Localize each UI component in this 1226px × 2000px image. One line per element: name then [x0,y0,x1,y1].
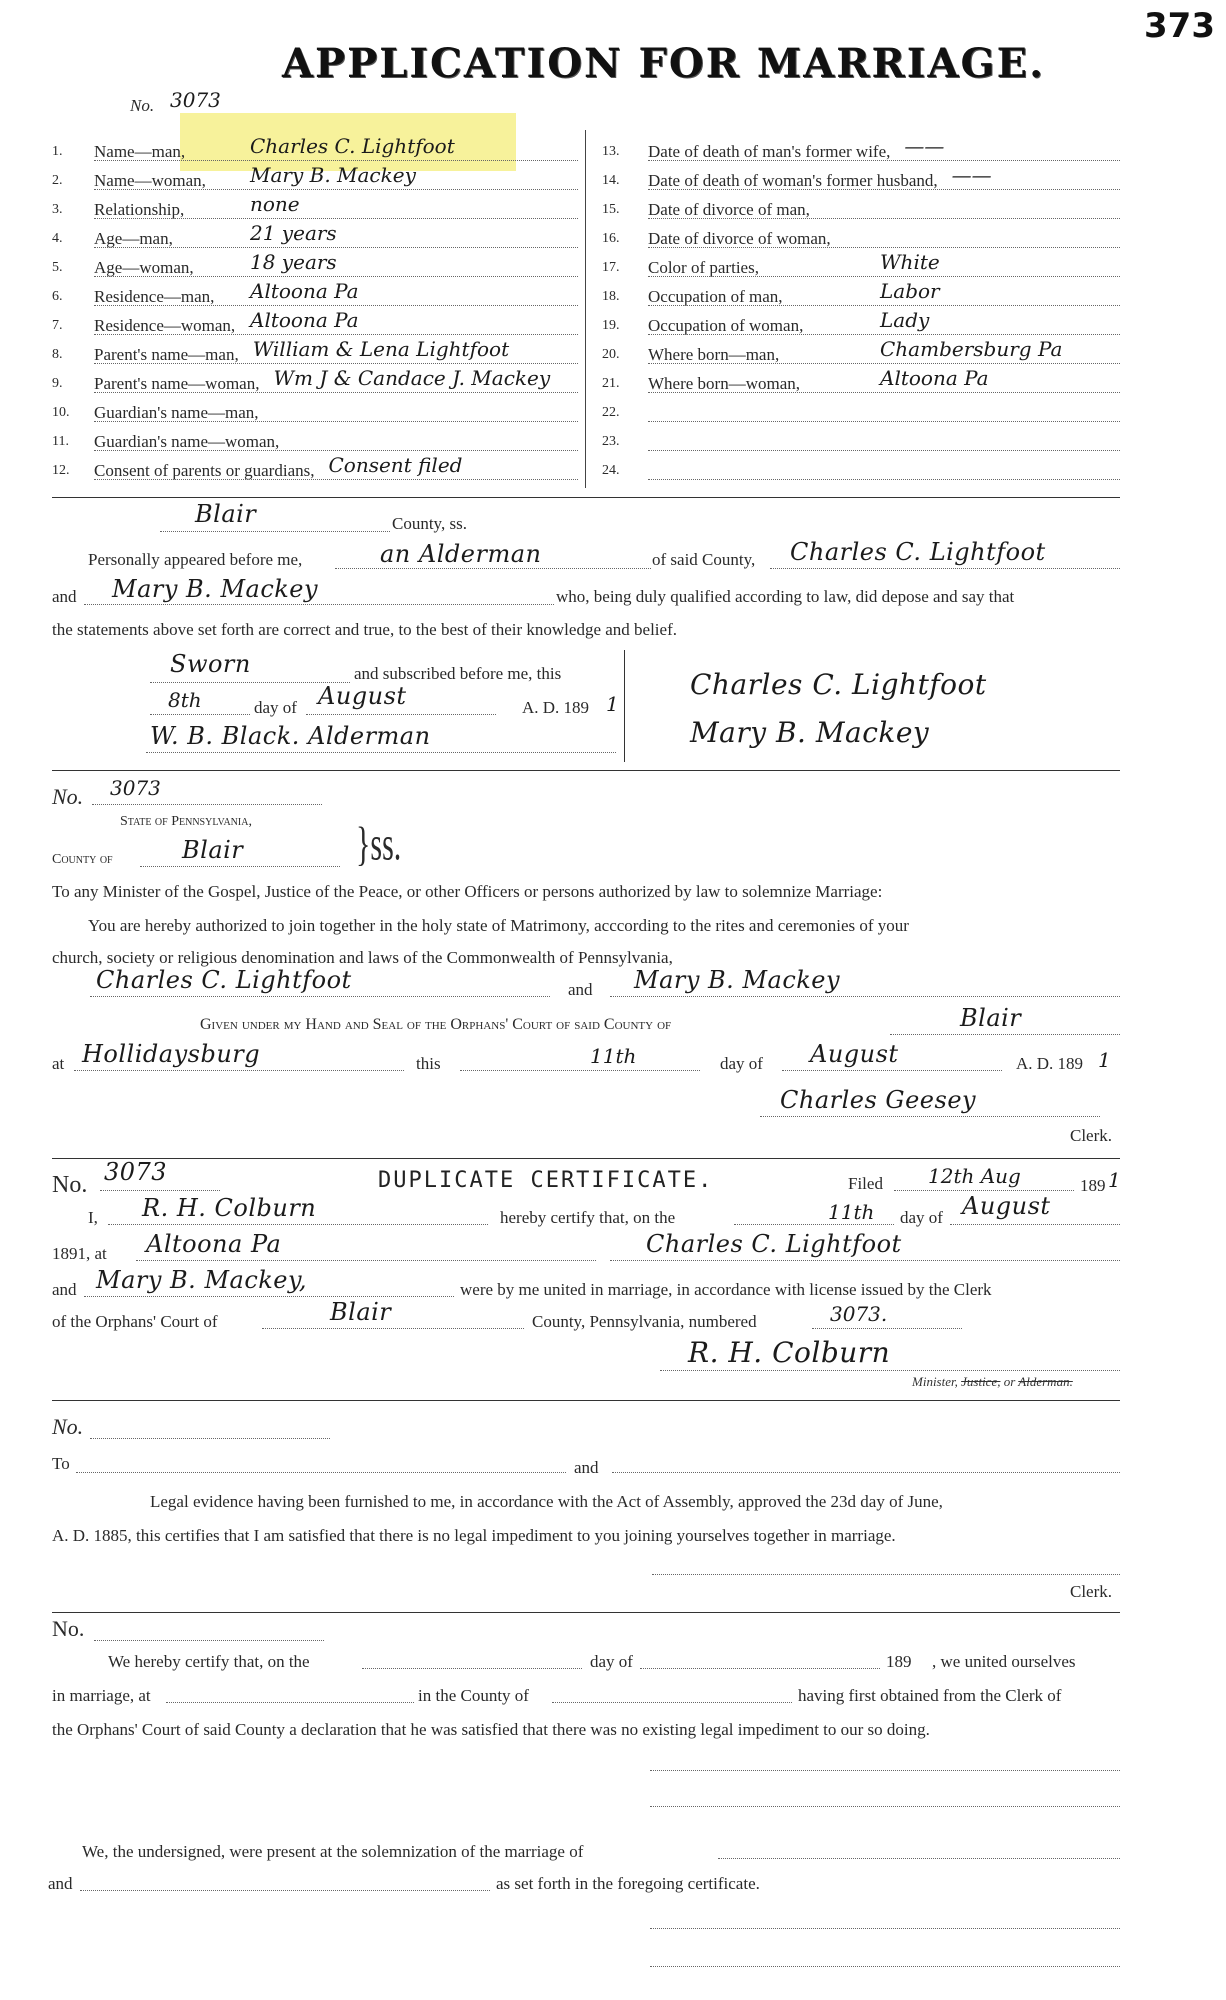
self-in-county: in the County of [418,1686,529,1705]
field-value: Altoona Pa [250,279,359,303]
affidavit-county-label: County, ss. [392,514,467,533]
field-number: 9. [52,376,63,391]
subscribed-text: and subscribed before me, this [354,664,562,683]
license-ad: A. D. 189 [1016,1054,1084,1073]
field-number: 15. [602,202,620,217]
field-value: Wm J & Candace J. Mackey [273,366,551,390]
to-any-text: To any Minister of the Gospel, Justice of the Peace, or other Officers or persons authorized by law to solemnize Marriage: [52,882,883,901]
signature-man: Charles C. Lightfoot [690,668,987,701]
affidavit-bracket [624,650,625,762]
page-title: APPLICATION FOR MARRIAGE. [282,40,1046,87]
filed-value: 12th Aug [928,1164,1021,1188]
field-line [648,305,1120,306]
field-value: Altoona Pa [880,366,989,390]
clerk-signature: Charles Geesey [780,1086,977,1114]
field-line [94,305,578,306]
field-label: Date of death of woman's former husband, [648,171,938,190]
affidavit-ad: A. D. 189 [522,698,590,717]
field-label: Residence—man, [94,287,215,306]
field-line [648,218,1120,219]
field-line [648,421,1120,422]
affidavit-day-of: day of [254,698,297,717]
notice-to: To [52,1454,70,1473]
field-label: Date of death of man's former wife, [648,142,891,161]
field-label: Where born—woman, [648,374,801,393]
affidavit-month: August [318,682,407,710]
field-label: Parent's name—man, [94,345,239,364]
field-line [648,189,1120,190]
ss-bracket: }ss. [356,818,402,871]
officiant-signature: R. H. Colburn [688,1336,891,1369]
affidavit-and: and [52,587,77,606]
field-line [648,392,1120,393]
duplicate-and: and [52,1280,77,1299]
field-line [94,160,578,161]
affidavit-officer: an Alderman [380,540,542,568]
field-label: Parent's name—woman, [94,374,260,393]
field-label: Age—man, [94,229,173,248]
field-label: Date of divorce of woman, [648,229,831,248]
filed-year-digit: 1 [1108,1168,1121,1192]
field-value: 18 years [250,250,337,274]
field-line [648,276,1120,277]
field-label: Relationship, [94,200,185,219]
self-united: , we united ourselves [932,1652,1076,1671]
license-clerk-label: Clerk. [1070,1126,1113,1145]
section-rule-4 [52,1400,1120,1401]
of-county-text: of said County, [652,550,756,569]
field-label: Consent of parents or guardians, [94,461,315,480]
duplicate-i: I, [88,1208,98,1227]
license-county: Blair [182,836,244,864]
filed-label: Filed [848,1174,883,1193]
field-number: 16. [602,231,620,246]
field-label: Guardian's name—man, [94,403,259,422]
affidavit-county: Blair [195,500,257,528]
field-line [648,450,1120,451]
field-line [94,247,578,248]
field-value: Lady [880,308,930,332]
section-rule-2 [52,770,1120,771]
state-label: State of Pennsylvania, [120,814,252,829]
field-value: Mary B. Mackey [250,163,416,187]
self-having: having first obtained from the Clerk of [798,1686,1062,1705]
field-label: Occupation of man, [648,287,783,306]
field-number: 22. [602,405,620,420]
signature-woman: Mary B. Mackey [690,716,930,749]
license-at: at [52,1054,65,1073]
self-day-of: day of [590,1652,633,1671]
field-value: 21 years [250,221,337,245]
field-number: 3. [52,202,63,217]
field-value: Altoona Pa [250,308,359,332]
field-value: Chambersburg Pa [880,337,1063,361]
field-label: Guardian's name—woman, [94,432,280,451]
field-line [94,392,578,393]
authorized-text-2: church, society or religious denomination and laws of the Commonwealth of Pennsylvania, [52,948,673,967]
field-label: Date of divorce of man, [648,200,810,219]
application-no-label: No. [130,96,155,115]
certify-text: hereby certify that, on the [500,1208,676,1227]
field-number: 14. [602,173,620,188]
county-pa-text: County, Pennsylvania, numbered [532,1312,757,1331]
field-label: Age—woman, [94,258,194,277]
duplicate-woman: Mary B. Mackey, [96,1266,308,1294]
united-text: were by me united in marriage, in accordance with license issued by the Clerk [460,1280,992,1299]
self-certify-2a: in marriage, at [52,1686,151,1705]
field-number: 18. [602,289,620,304]
application-divider [585,130,586,488]
field-value: —— [904,134,945,158]
field-line [648,479,1120,480]
field-number: 23. [602,434,620,449]
legal-text-1: Legal evidence having been furnished to me, in accordance with the Act of Assembly, approved the 23d day of June, [150,1492,943,1511]
affidavit-day: 8th [168,688,202,712]
officiant-name: R. H. Colburn [142,1194,317,1222]
license-this: this [416,1054,441,1073]
field-line [648,160,1120,161]
field-number: 10. [52,405,70,420]
filed-year: 189 [1080,1176,1106,1195]
field-number: 4. [52,231,63,246]
field-line [648,247,1120,248]
duplicate-title: DUPLICATE CERTIFICATE. [378,1168,714,1193]
field-value: none [250,192,300,216]
self-certify-3: the Orphans' Court of said County a declaration that he was satisfied that there was no existing legal impediment to our so doing. [52,1720,930,1739]
duplicate-man: Charles C. Lightfoot [646,1230,902,1258]
section-rule-1 [52,497,1120,498]
field-number: 2. [52,173,63,188]
license-place: Hollidaysburg [82,1040,261,1068]
field-number: 11. [52,434,69,449]
field-line [94,479,578,480]
field-line [94,189,578,190]
field-number: 8. [52,347,63,362]
license-month: August [810,1040,899,1068]
field-value: Consent filed [328,453,463,477]
license-man: Charles C. Lightfoot [96,966,352,994]
given-text: Given under my Hand and Seal of the Orphans' Court of said County of [200,1016,672,1033]
affidavit-officer-signature: W. B. Black. Alderman [150,722,431,750]
field-number: 24. [602,463,620,478]
section-rule-5 [52,1612,1120,1613]
sworn-word: Sworn [170,650,251,678]
notice-and: and [574,1458,599,1477]
field-number: 19. [602,318,620,333]
notice-clerk-label: Clerk. [1070,1582,1113,1601]
who-text: who, being duly qualified according to law, did depose and say that [556,587,1015,606]
witness-and: and [48,1874,73,1893]
field-line [94,218,578,219]
field-value: Labor [880,279,940,303]
county-of-label: County of [52,852,113,867]
duplicate-day: 11th [828,1200,875,1224]
duplicate-no-label: No. [52,1172,88,1198]
field-label: Color of parties, [648,258,759,277]
orphans-court-text: of the Orphans' Court of [52,1312,218,1331]
field-line [648,363,1120,364]
field-label: Residence—woman, [94,316,236,335]
field-number: 20. [602,347,620,362]
duplicate-no-value: 3073 [104,1158,168,1186]
field-number: 6. [52,289,63,304]
application-no-value: 3073 [170,88,221,112]
field-number: 7. [52,318,63,333]
statement-text: the statements above set forth are correct and true, to the best of their knowledge and belief. [52,620,677,639]
given-county: Blair [960,1004,1022,1032]
duplicate-year: 1891, at [52,1244,107,1263]
license-woman: Mary B. Mackey [634,966,841,994]
field-line [94,334,578,335]
minister-label: Minister, Justice, or Alderman. [912,1374,1073,1389]
field-value: William & Lena Lightfoot [252,337,510,361]
duplicate-place: Altoona Pa [146,1230,282,1258]
field-number: 12. [52,463,70,478]
license-day-of: day of [720,1054,763,1073]
field-label: Occupation of woman, [648,316,804,335]
duplicate-month: August [962,1192,1051,1220]
license-no-label: No. [52,784,84,809]
authorized-text-1: You are hereby authorized to join together in the holy state of Matrimony, acccording to the rites and ceremonies of your [88,916,909,935]
affidavit-man: Charles C. Lightfoot [790,538,1046,566]
field-number: 13. [602,144,620,159]
field-line [94,450,578,451]
affidavit-woman: Mary B. Mackey [112,575,319,603]
field-label: Where born—man, [648,345,780,364]
field-line [648,334,1120,335]
field-label: Name—man, [94,142,186,161]
license-year-digit: 1 [1098,1048,1111,1072]
numbered-value: 3073. [830,1302,888,1326]
notice-no-label: No. [52,1414,84,1439]
field-number: 1. [52,144,63,159]
field-value: White [880,250,940,274]
self-certify-1a: We hereby certify that, on the [108,1652,310,1671]
self-year: 189 [886,1652,912,1671]
field-number: 5. [52,260,63,275]
field-label: Name—woman, [94,171,206,190]
duplicate-county: Blair [330,1298,392,1326]
license-no-value: 3073 [110,776,161,800]
field-line [94,421,578,422]
self-no-label: No. [52,1616,85,1641]
duplicate-day-of: day of [900,1208,943,1227]
field-value: —— [951,163,992,187]
witness-text-1: We, the undersigned, were present at the solemnization of the marriage of [82,1842,584,1861]
witness-text-2: as set forth in the foregoing certificate. [496,1874,760,1893]
license-and: and [568,980,593,999]
affidavit-year-digit: 1 [606,692,619,716]
field-line [94,363,578,364]
appeared-text: Personally appeared before me, [88,550,303,569]
section-rule-3 [52,1158,1120,1159]
field-number: 17. [602,260,620,275]
legal-text-2: A. D. 1885, this certifies that I am satisfied that there is no legal impediment to you joining yourselves together in marriage. [52,1526,896,1545]
page-number: 373 [1144,6,1215,46]
license-day: 11th [590,1044,637,1068]
field-number: 21. [602,376,620,391]
field-line [94,276,578,277]
field-value: Charles C. Lightfoot [250,134,455,158]
